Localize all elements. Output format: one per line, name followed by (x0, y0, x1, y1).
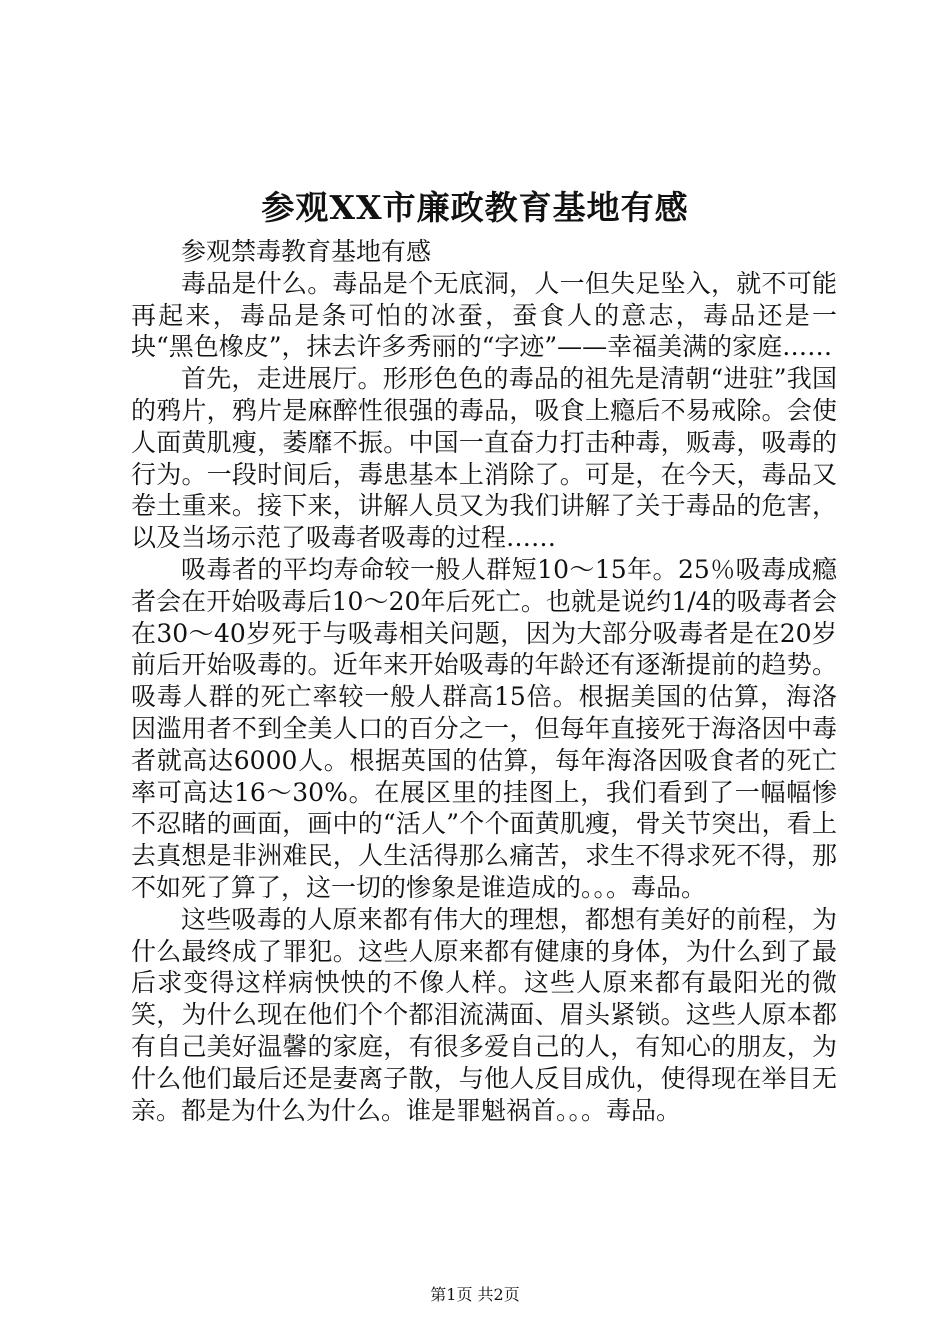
paragraph: 首先，走进展厅。形形色色的毒品的祖先是清朝“进驻”我国的鸦片，鸦片是麻醉性很强的毒品，吸食上瘾后不易戒除。会使人面黄肌瘦，萎靡不振。中国一直奋力打击种毒，贩毒，吸毒的行为。一段时间后，毒患基本上消除了。可是，在今天，毒品又卷土重来。接下来，讲解人员又为我们讲解了关于毒品的危害，以及当场示范了吸毒者吸毒的过程…… (131, 364, 837, 553)
paragraph: 毒品是什么。毒品是个无底洞，人一但失足坠入，就不可能再起来，毒品是条可怕的冰蚕，蚕食人的意志，毒品还是一块“黑色橡皮”，抹去许多秀丽的“字迹”——幸福美满的家庭…… (131, 268, 837, 362)
paragraph-subtitle: 参观禁毒教育基地有感 (181, 237, 432, 266)
document-title: 参观XX市廉政教育基地有感 (261, 188, 689, 227)
paragraph: 这些吸毒的人原来都有伟大的理想，都想有美好的前程，为什么最终成了罪犯。这些人原来都有健康的身体，为什么到了最后求变得这样病怏怏的不像人样。这些人原来都有最阳光的微笑，为什么现在他们个个都泪流满面、眉头紧锁。这些人原本都有自己美好温馨的家庭，有很多爱自己的人，有知心的朋友，为什么他们最后还是妻离子散，与他人反目成仇，使得现在举目无亲。都是为什么为什么。谁是罪魁祸首。。。毒品。 (131, 904, 837, 1125)
paragraph: 吸毒者的平均寿命较一般人群短10～15年。25％吸毒成瘾者会在开始吸毒后10～20年后死亡。也就是说约1/4的吸毒者会在30～40岁死于与吸毒相关问题，因为大部分吸毒者是在20岁前后开始吸毒的。近年来开始吸毒的年龄还有逐渐提前的趋势。吸毒人群的死亡率较一般人群高15倍。根据美国的估算，海洛因滥用者不到全美人口的百分之一，但每年直接死于海洛因中毒者就高达6000人。根据英国的估算，每年海洛因吸食者的死亡率可高达16～30%。在展区里的挂图上，我们看到了一幅幅惨不忍睹的画面，画中的“活人”个个面黄肌瘦，骨关节突出，看上去真想是非洲难民，人生活得那么痛苦，求生不得求死不得，那不如死了算了，这一切的惨象是谁造成的。。。毒品。 (131, 554, 837, 902)
document-body (131, 236, 837, 1126)
page-footer: 第1页 共2页 (430, 1285, 520, 1304)
